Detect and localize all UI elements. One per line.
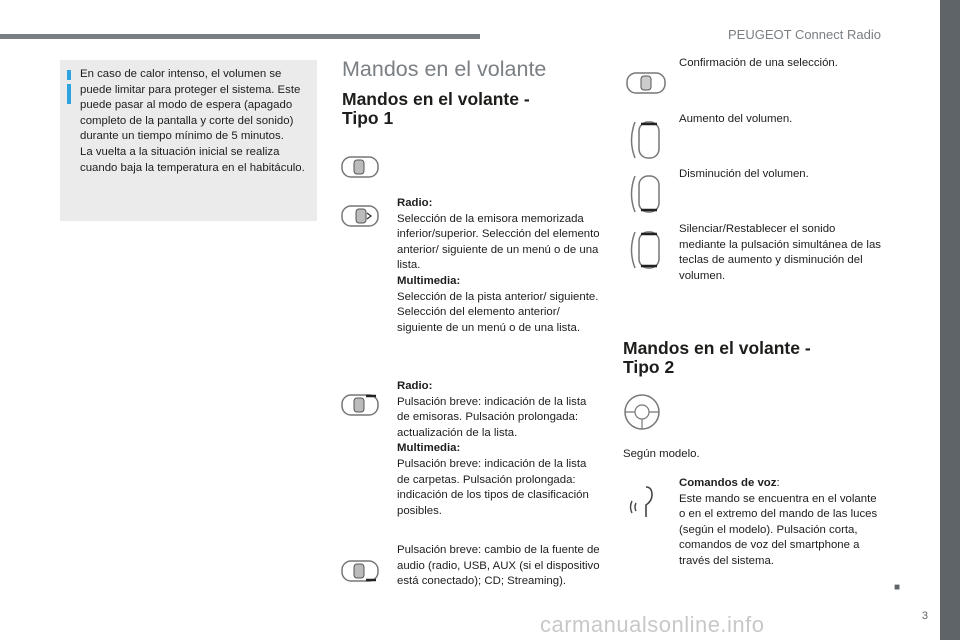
watermark: carmanualsonline.info xyxy=(540,612,765,637)
section-title: Mandos en el volante xyxy=(342,57,547,81)
multimedia-description: Pulsación breve: indicación de la lista de carpetas. Pulsación prolongada: indicación de los tipos de clasificación posibles. xyxy=(397,457,589,517)
mute-icon xyxy=(625,228,665,272)
steering-control-icon xyxy=(340,152,382,182)
steering-wheel-icon xyxy=(622,392,662,432)
voice-command-label: Comandos de voz xyxy=(679,477,777,489)
info-icon xyxy=(67,70,71,80)
source-description: Pulsación breve: cambio de la fuente de audio (radio, USB, AUX (si el dispositivo está conectado); CD; Streaming). xyxy=(397,544,600,588)
confirm-button-icon xyxy=(625,70,669,96)
multimedia-description: Selección de la pista anterior/ siguiente. Selección del elemento anterior/ siguiente de un menú o de una lista. xyxy=(397,290,599,334)
scroll-wheel-icon xyxy=(340,203,382,229)
volume-up-text: Aumento del volumen. xyxy=(679,113,793,125)
note-paragraph: En caso de calor intenso, el volumen se puede limitar para proteger el sistema. Este puede pasar al modo de espera (apagado completo de la pantalla y corte del sonido) durante un tiempo mínimo de 5 minutos. xyxy=(80,68,301,143)
mute-text: Silenciar/Restablecer el sonido mediante la pulsación simultánea de las teclas de aumento y disminución del volumen. xyxy=(679,223,881,282)
heading-line: Mandos en el volante - xyxy=(623,338,811,358)
type1-item3-text xyxy=(397,543,602,590)
volume-down-text: Disminución del volumen. xyxy=(679,168,809,180)
header-rule xyxy=(0,34,480,39)
voice-command-text xyxy=(679,476,884,570)
confirm-text: Confirmación de una selección. xyxy=(679,57,838,69)
voice-colon: : xyxy=(776,477,780,489)
label-multimedia: Multimedia: xyxy=(397,274,461,287)
page-marker: ■ xyxy=(893,582,900,593)
label-radio: Radio: xyxy=(397,380,433,392)
voice-command-icon xyxy=(626,483,664,523)
label-radio: Radio: xyxy=(397,197,433,209)
heading-line: Mandos en el volante - xyxy=(342,89,530,109)
heading-line: Tipo 2 xyxy=(623,357,675,377)
type1-item2-text xyxy=(397,379,602,519)
note-paragraph: La vuelta a la situación inicial se realiza cuando baja la temperatura en el habitáculo. xyxy=(80,145,305,174)
heading-line: Tipo 1 xyxy=(342,108,394,128)
info-note-text xyxy=(80,67,310,176)
list-button-icon xyxy=(340,392,382,418)
info-icon-stem xyxy=(67,84,71,104)
model-note: Según modelo. xyxy=(623,448,700,460)
voice-command-description: Este mando se encuentra en el volante o en el extremo del mando de las luces (según el modelo). Pulsación corta, comandos de voz del smartphone a través del sistema. xyxy=(679,492,878,567)
running-header: PEUGEOT Connect Radio xyxy=(728,27,881,42)
label-multimedia: Multimedia: xyxy=(397,442,461,455)
page-number: 3 xyxy=(921,610,928,622)
radio-description: Selección de la emisora memorizada inferior/superior. Selección del elemento anterior/ siguiente de un menú o de una lista. xyxy=(397,212,600,272)
type2-heading xyxy=(623,339,811,377)
radio-description: Pulsación breve: indicación de la lista de emisoras. Pulsación prolongada: actualización de la lista. xyxy=(397,395,587,439)
type1-item1-text xyxy=(397,196,602,336)
type1-heading xyxy=(342,90,530,128)
page-edge-strip xyxy=(940,0,960,640)
source-button-icon xyxy=(340,558,382,584)
volume-down-icon xyxy=(625,172,665,216)
volume-up-icon xyxy=(625,118,665,162)
info-note-box xyxy=(60,60,317,221)
